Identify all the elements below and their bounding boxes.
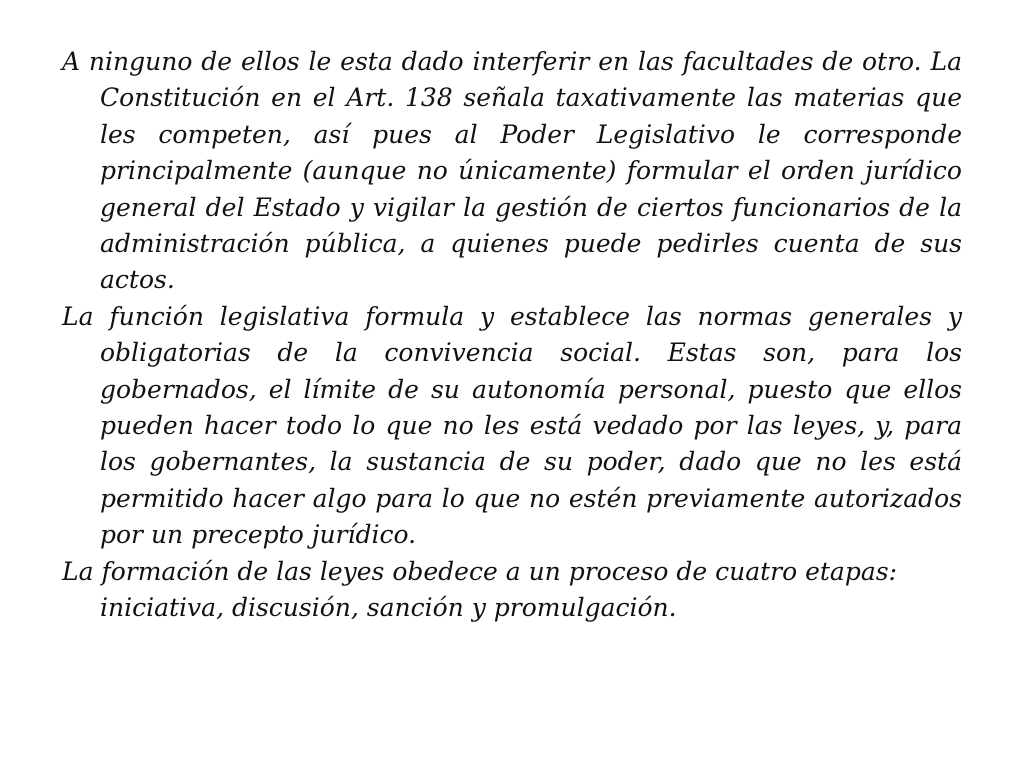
paragraph-3: La formación de las leyes obedece a un proceso de cuatro etapas: iniciativa, discusión, sanción y promulgación. (62, 556, 897, 623)
paragraph-2: La función legislativa formula y establece las normas generales y obligatorias de la convivencia social. Estas son, para los gobernados, el límite de su autonomía personal, puesto que ellos pueden hacer todo lo que no les está vedado por las leyes, y, para los gobernantes, la sustancia de su poder, dado que no les está permitido hacer algo para lo que no estén previamente autorizados por un precepto jurídico. (62, 301, 962, 550)
slide-text-body (62, 44, 962, 724)
paragraph-1: A ninguno de ellos le esta dado interferir en las facultades de otro. La Constitución en el Art. 138 señala taxativamente las materias que les competen, así pues al Poder Legislativo le corresponde principalmente (aunque no únicamente) formular el orden jurídico general del Estado y vigilar la gestión de ciertos funcionarios de la administración pública, a quienes puede pedirles cuenta de sus actos. (62, 47, 962, 295)
